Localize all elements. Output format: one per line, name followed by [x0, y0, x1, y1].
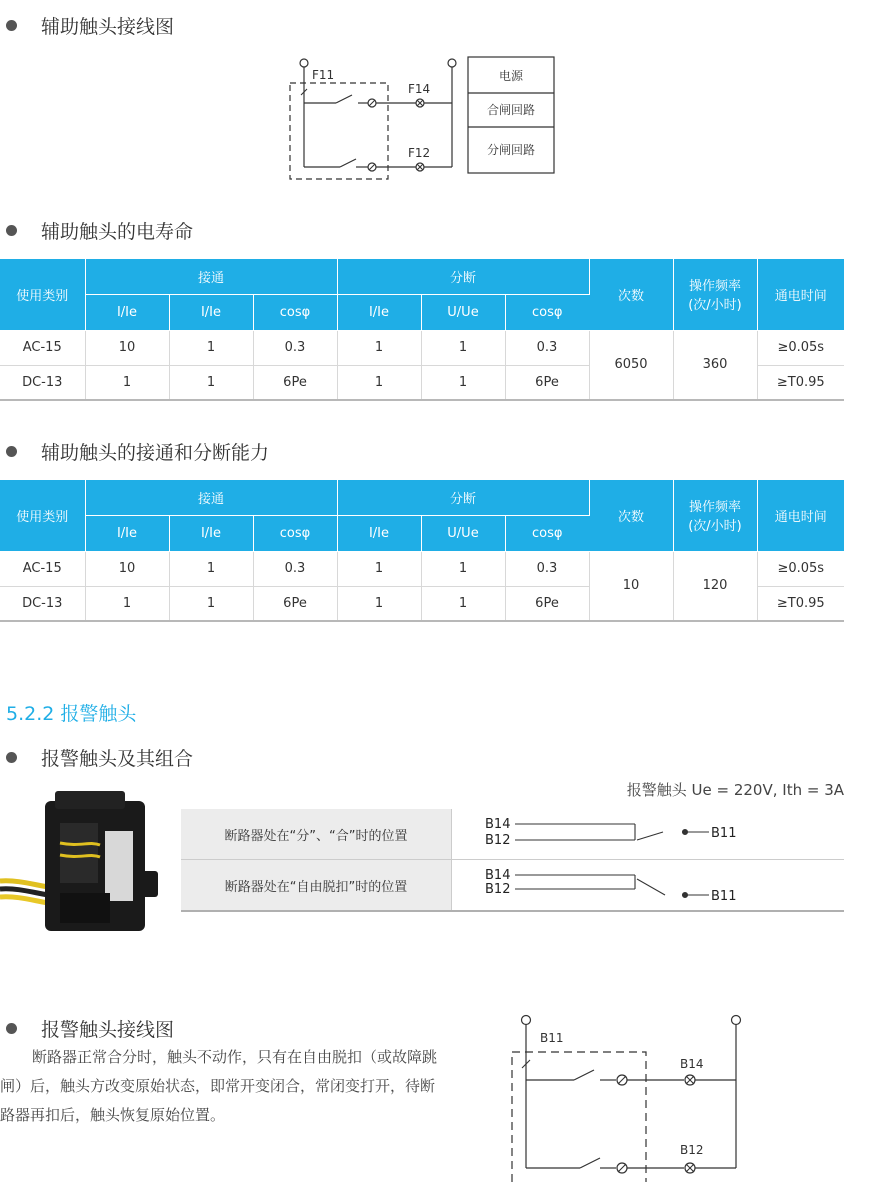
section-title-alarm-combo [6, 744, 193, 771]
cell-frequency: 120 [673, 551, 757, 621]
subheader: I/Ie [337, 515, 421, 551]
header-time: 通电时间 [757, 480, 844, 551]
make-break-table [0, 480, 844, 622]
subheader: cosφ [253, 515, 337, 551]
subheader: U/Ue [421, 515, 505, 551]
row-label-free-trip: 断路器处在“自由脱扣”时的位置 [181, 860, 452, 912]
subheader: cosφ [505, 294, 589, 330]
svg-text:B12: B12 [485, 882, 511, 897]
subheader: I/Ie [85, 294, 169, 330]
header-make: 接通 [85, 259, 337, 294]
alarm-wiring-diagram [500, 1010, 750, 1182]
label-f11: F11 [312, 68, 335, 82]
header-frequency: 操作频率 (次/小时) [673, 259, 757, 330]
header-make: 接通 [85, 480, 337, 515]
aux-wiring-diagram [280, 55, 570, 185]
title-text: 辅助触头的电寿命 [41, 221, 194, 243]
alarm-description: 断路器正常合分时，触头不动作，只有在自由脱扣（或故障跳闸）后，触头方改变原始状态，即常开变闭合，常闭变打开，待断路器再扣后，触头恢复原始位置。 [0, 1048, 438, 1124]
diagram-cell [452, 809, 845, 860]
diagram-cell [452, 860, 845, 912]
title-text: 报警触头及其组合 [41, 748, 194, 770]
title-text: 报警触头接线图 [41, 1019, 175, 1041]
svg-text:B11: B11 [711, 826, 737, 841]
title-text: 辅助触头接线图 [41, 16, 175, 38]
electrical-life-table [0, 259, 844, 401]
svg-text:B14: B14 [485, 817, 511, 832]
table-row: AC-15 10 1 0.3 1 1 0.3 6050 360 ≥0.05s [0, 330, 844, 365]
box-power: 电源 [498, 69, 524, 83]
label-b12: B12 [680, 1143, 704, 1157]
row-label-open-closed: 断路器处在“分”、“合”时的位置 [181, 809, 452, 860]
box-close-circuit: 合闸回路 [486, 103, 536, 117]
subheader: U/Ue [421, 294, 505, 330]
section-title-make-break [6, 438, 269, 465]
title-text: 辅助触头的接通和分断能力 [41, 442, 270, 464]
header-time: 通电时间 [757, 259, 844, 330]
header-count: 次数 [589, 480, 673, 551]
alarm-spec-note: 报警触头 Ue = 220V, Ith = 3A [626, 781, 844, 799]
table-row: DC-13 1 1 6Pe 1 1 6Pe ≥T0.95 [0, 365, 844, 400]
subheader: cosφ [505, 515, 589, 551]
cell-count: 10 [589, 551, 673, 621]
header-category: 使用类别 [0, 259, 85, 330]
subheader: I/Ie [337, 294, 421, 330]
table-row [181, 860, 844, 912]
section-heading-alarm-contact: 5.2.2 报警触头 [6, 703, 137, 725]
bullet-icon [6, 20, 17, 31]
subheader: I/Ie [169, 515, 253, 551]
contact-state-free-trip [453, 861, 843, 905]
subheader: I/Ie [85, 515, 169, 551]
header-frequency: 操作频率 (次/小时) [673, 480, 757, 551]
alarm-position-table [181, 809, 844, 912]
section-title-aux-wiring [6, 12, 174, 39]
header-count: 次数 [589, 259, 673, 330]
table-row: AC-15 10 1 0.3 1 1 0.3 10 120 ≥0.05s [0, 551, 844, 586]
table-row [181, 809, 844, 860]
cell-frequency: 360 [673, 330, 757, 400]
bullet-icon [6, 1023, 17, 1034]
contact-state-normal [453, 810, 843, 854]
cell-count: 6050 [589, 330, 673, 400]
bullet-icon [6, 752, 17, 763]
subheader: cosφ [253, 294, 337, 330]
svg-text:B11: B11 [711, 889, 737, 904]
svg-text:B14: B14 [485, 868, 511, 883]
header-break: 分断 [337, 480, 589, 515]
header-category: 使用类别 [0, 480, 85, 551]
header-break: 分断 [337, 259, 589, 294]
alarm-contact-product-image [0, 783, 165, 943]
subheader: I/Ie [169, 294, 253, 330]
label-f14: F14 [408, 82, 431, 96]
label-f12: F12 [408, 146, 431, 160]
table-row: DC-13 1 1 6Pe 1 1 6Pe ≥T0.95 [0, 586, 844, 621]
section-title-electrical-life [6, 217, 193, 244]
bullet-icon [6, 446, 17, 457]
label-b14: B14 [680, 1057, 704, 1071]
bullet-icon [6, 225, 17, 236]
label-b11: B11 [540, 1031, 564, 1045]
svg-text:B12: B12 [485, 833, 511, 848]
section-title-alarm-wiring [6, 1015, 174, 1042]
box-open-circuit: 分闸回路 [486, 143, 536, 157]
